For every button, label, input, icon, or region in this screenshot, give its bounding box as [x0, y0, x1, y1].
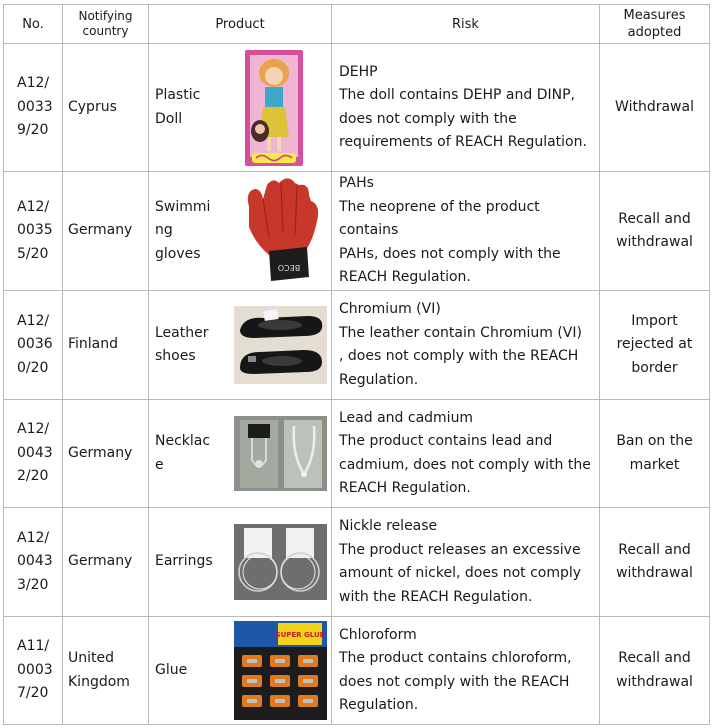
risk-title: DEHP: [339, 63, 378, 80]
cell-product: [149, 400, 332, 508]
cell-product: [149, 508, 332, 617]
cell-no: [4, 291, 63, 400]
no-line: 9/20: [17, 122, 49, 139]
country-line: Germany: [68, 553, 133, 570]
cell-risk: [332, 172, 600, 291]
cell-risk: [332, 44, 600, 172]
no-line: A12/: [17, 312, 50, 329]
risk-line: REACH Regulation.: [339, 480, 471, 496]
cell-country: [63, 44, 149, 172]
cell-measures: [600, 508, 710, 617]
product-name-line: Earrings: [155, 553, 213, 570]
header-row: [4, 5, 710, 44]
cell-no: [4, 400, 63, 508]
no-line: A12/: [17, 421, 50, 438]
risk-line: requirements of REACH Regulation.: [339, 134, 587, 150]
risk-title: Lead and cadmium: [339, 409, 474, 426]
cell-no: [4, 44, 63, 172]
country-line: Finland: [68, 336, 119, 353]
table-row: [4, 44, 710, 172]
cell-country: [63, 172, 149, 291]
measure-line: withdrawal: [616, 234, 693, 250]
cell-measures: [600, 617, 710, 725]
product-name-line: e: [155, 456, 164, 473]
measure-line: Recall and: [618, 210, 691, 227]
header-measures: [600, 5, 710, 44]
cell-country: [63, 617, 149, 725]
no-line: 0043: [17, 444, 53, 461]
no-line: A12/: [17, 529, 50, 546]
product-name-line: Leather: [155, 324, 209, 341]
cell-no: [4, 617, 63, 725]
header-country: [63, 5, 149, 44]
product-name-line: gloves: [155, 245, 201, 262]
risk-line: with the REACH Regulation.: [339, 588, 533, 605]
header-country-text: Notifying country: [78, 9, 133, 38]
measure-line: border: [631, 359, 678, 376]
risk-line: Regulation.: [339, 371, 419, 388]
cell-risk: [332, 508, 600, 617]
country-line: Germany: [68, 222, 133, 239]
cell-no: [4, 172, 63, 291]
product-name-line: shoes: [155, 348, 196, 364]
no-line: 0033: [17, 98, 53, 115]
cell-product: [149, 44, 332, 172]
risk-line: amount of nickel, does not comply: [339, 565, 582, 581]
table-row: [4, 617, 710, 725]
reach-notifications-table: [3, 4, 710, 725]
risk-line: The neoprene of the product contains: [339, 198, 540, 239]
risk-title: Chromium (VI): [339, 301, 441, 317]
cell-risk: [332, 617, 600, 725]
header-measures-text: Measures adopted: [623, 8, 686, 40]
svg-text:BECO: BECO: [277, 263, 301, 272]
no-line: 3/20: [17, 576, 49, 593]
cell-product: [149, 617, 332, 725]
no-line: 0/20: [17, 359, 49, 376]
cell-risk: [332, 291, 600, 400]
measure-line: Ban on the: [616, 433, 693, 449]
measure-line: Withdrawal: [615, 98, 694, 115]
risk-title: PAHs: [339, 175, 374, 192]
header-product: Product: [149, 5, 332, 44]
leather-shoes-icon: [234, 306, 327, 384]
cell-country: [63, 508, 149, 617]
no-line: 0003: [17, 661, 53, 678]
measure-line: withdrawal: [616, 565, 693, 581]
country-line: Germany: [68, 444, 133, 461]
risk-title: Chloroform: [339, 626, 417, 643]
table-row: [4, 400, 710, 508]
table-row: [4, 172, 710, 291]
cell-country: [63, 400, 149, 508]
risk-line: The leather contain Chromium (VI): [339, 324, 582, 341]
header-no: No.: [4, 5, 63, 44]
super-glue-display-icon: [234, 621, 327, 720]
no-line: 0043: [17, 553, 53, 570]
measure-line: rejected at: [616, 336, 693, 353]
no-line: A12/: [17, 198, 50, 215]
risk-line: cadmium, does not comply with the: [339, 456, 591, 473]
measure-line: Recall and: [618, 650, 691, 666]
cell-measures: [600, 400, 710, 508]
risk-title: Nickle release: [339, 518, 438, 534]
cell-no: [4, 508, 63, 617]
no-line: 0036: [17, 336, 53, 353]
glue-brand-text: SUPER GLUE: [275, 631, 325, 639]
risk-line: does not comply with the: [339, 110, 517, 127]
country-line: Kingdom: [68, 673, 130, 690]
product-name-line: Plastic: [155, 87, 201, 103]
cell-measures: [600, 44, 710, 172]
cell-product: [149, 172, 332, 291]
necklace-package-icon: [234, 416, 327, 491]
risk-line: PAHs, does not comply with the: [339, 245, 561, 262]
product-name-line: Necklac: [155, 433, 211, 449]
measure-line: withdrawal: [616, 673, 693, 690]
cell-product: [149, 291, 332, 400]
risk-line: , does not comply with the REACH: [339, 348, 579, 364]
country-line: Cyprus: [68, 98, 117, 115]
table-row: [4, 508, 710, 617]
cell-measures: [600, 172, 710, 291]
country-line: United: [68, 650, 114, 666]
cell-risk: [332, 400, 600, 508]
no-line: 0035: [17, 222, 53, 239]
measure-line: Import: [631, 312, 678, 329]
no-line: A11/: [17, 638, 50, 655]
table-row: [4, 291, 710, 400]
risk-line: The doll contains DEHP and DINP,: [339, 87, 575, 103]
no-line: A12/: [17, 75, 50, 92]
doll-box-icon: [244, 49, 304, 167]
no-line: 2/20: [17, 468, 49, 485]
product-name-line: Swimmi: [155, 198, 211, 215]
measure-line: Recall and: [618, 541, 691, 558]
swimming-glove-icon: [239, 177, 323, 285]
risk-line: The product contains chloroform,: [339, 650, 572, 666]
cell-measures: [600, 291, 710, 400]
product-name-line: ng: [155, 222, 173, 239]
product-name-line: Glue: [155, 661, 188, 678]
risk-line: The product releases an excessive: [339, 541, 581, 558]
no-line: 5/20: [17, 245, 49, 262]
header-risk: Risk: [332, 5, 600, 44]
measure-line: market: [629, 456, 680, 473]
product-name-line: Doll: [155, 110, 183, 127]
hoop-earrings-icon: [234, 524, 327, 600]
risk-line: Regulation.: [339, 697, 419, 713]
risk-line: REACH Regulation.: [339, 269, 471, 286]
no-line: 7/20: [17, 685, 49, 702]
risk-line: does not comply with the REACH: [339, 673, 570, 690]
cell-country: [63, 291, 149, 400]
risk-line: The product contains lead and: [339, 433, 553, 449]
